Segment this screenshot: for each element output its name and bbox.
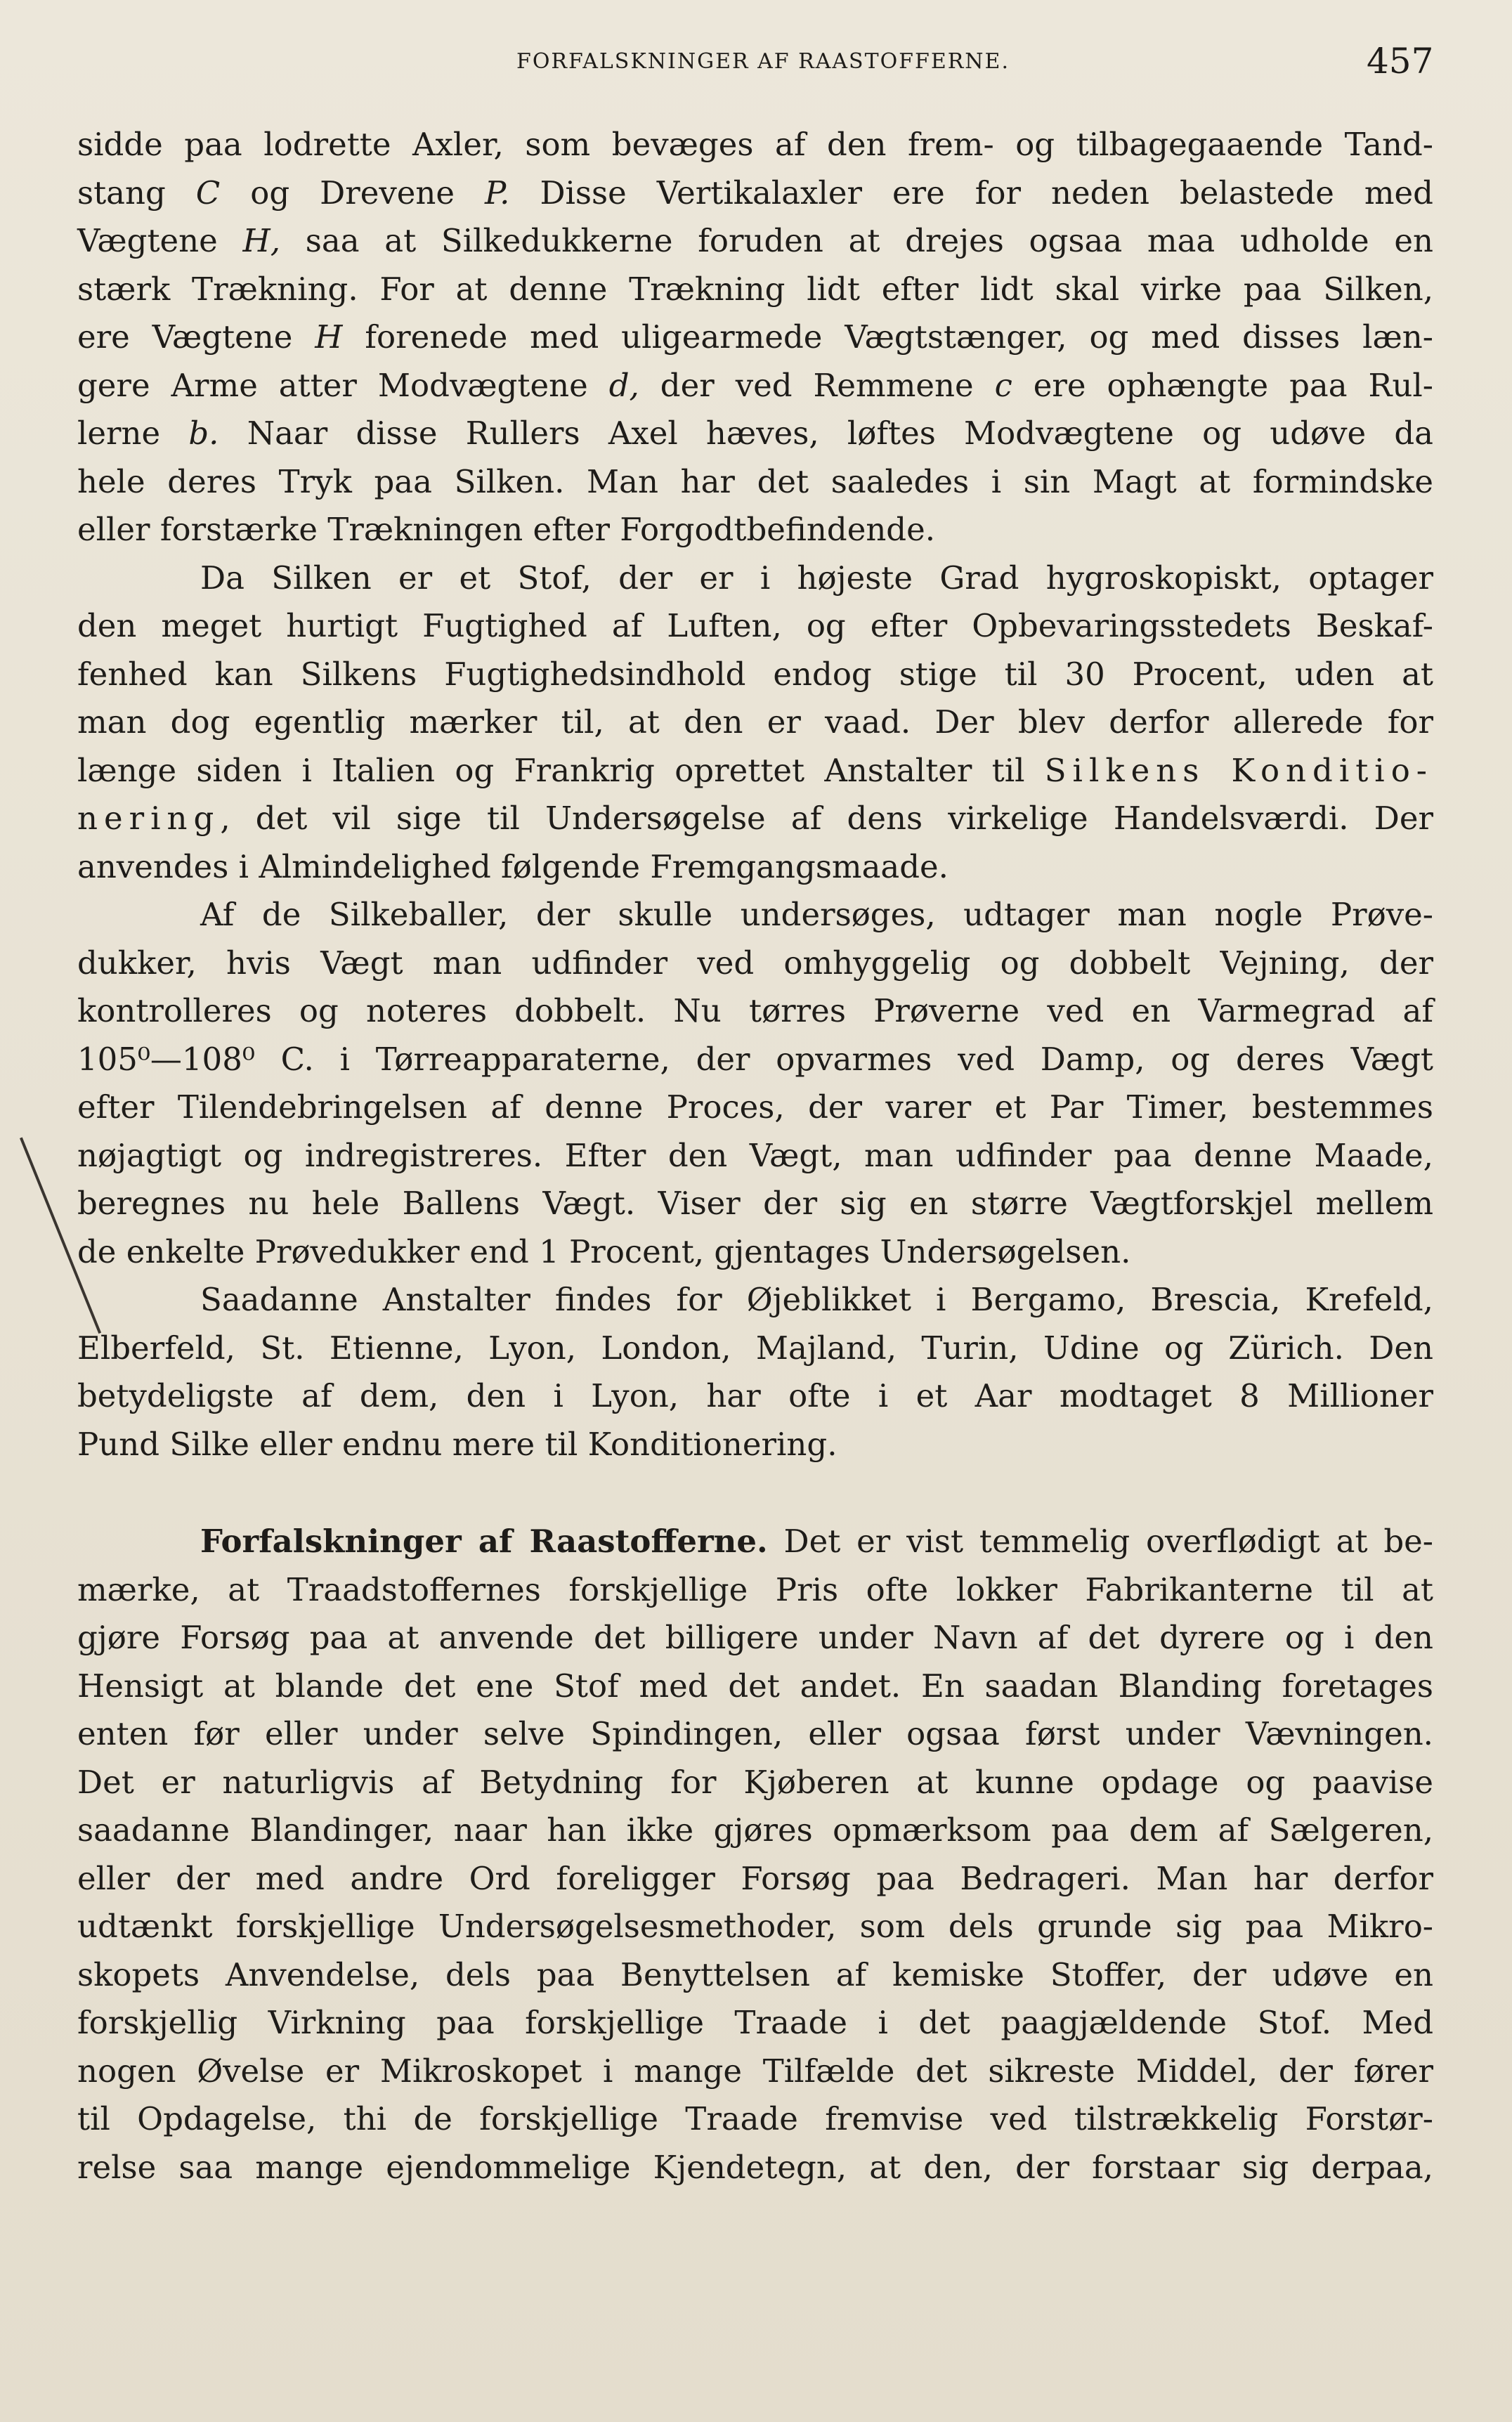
text-line: den meget hurtigt Fugtighed af Luften, og efter Opbevaringsstedets Beskaf- (77, 607, 1433, 644)
paragraph-4 (77, 1276, 1433, 1469)
text-line: lerne b. Naar disse Rullers Axel hæves, løftes Modvægtene og udøve da (77, 415, 1434, 452)
text-line: gere Arme atter Modvægtene d, der ved Remmene c ere ophængte paa Rul- (77, 366, 1433, 404)
text-line: betydeligste af dem, den i Lyon, har ofte i et Aar modtaget 8 Millioner (77, 1377, 1433, 1414)
text-line: Det er naturligvis af Betydning for Kjøberen at kunne opdage og paavise (77, 1763, 1433, 1801)
text-line: gjøre Forsøg paa at anvende det billigere under Navn af det dyrere og i den (77, 1619, 1433, 1656)
section-heading: Forfalskninger af Raastofferne. (200, 1523, 768, 1560)
paragraph-1 (77, 121, 1433, 554)
text-line: hele deres Tryk paa Silken. Man har det saaledes i sin Magt at formindske (77, 462, 1433, 500)
text-line: forskjellig Virkning paa forskjellige Traade i det paagjældende Stof. Med (77, 2004, 1433, 2041)
text-line: eller der med andre Ord foreligger Forsøg paa Bedrageri. Man har derfor (77, 1859, 1433, 1897)
section-gap (77, 1469, 1433, 1518)
text-line: nøjagtigt og indregistreres. Efter den Vægt, man udfinder paa denne Maade, (77, 1136, 1433, 1174)
text-line: relse saa mange ejendommelige Kjendetegn, at den, der forstaar sig derpaa, (77, 2148, 1433, 2186)
text-line: anvendes i Almindelighed følgende Fremgangsmaade. (77, 847, 949, 885)
paragraph-2 (77, 554, 1433, 892)
text-line: stang C og Drevene P. Disse Vertikalaxler ere for neden belastede med (77, 174, 1433, 211)
text-line: ere Vægtene H forenede med uligearmede Vægtstænger, og med disses læn- (77, 318, 1433, 356)
text-line: Elberfeld, St. Etienne, Lyon, London, Majland, Turin, Udine og Zürich. Den (77, 1329, 1433, 1367)
text-line: beregnes nu hele Ballens Vægt. Viser der sig en større Vægtforskjel mellem (77, 1185, 1433, 1222)
paragraph-3 (77, 891, 1433, 1276)
text-line: sidde paa lodrette Axler, som bevæges af den frem- og tilbagegaaende Tand- (77, 126, 1433, 163)
text-line: længe siden i Italien og Frankrig oprettet Anstalter til Silkens Konditio- (77, 751, 1433, 789)
text-line: de enkelte Prøvedukker end 1 Procent, gjentages Undersøgelsen. (77, 1232, 1131, 1270)
text-line: 105⁰—108⁰ C. i Tørreapparaterne, der opvarmes ved Damp, og deres Vægt (77, 1040, 1433, 1078)
text-line: Af de Silkeballer, der skulle undersøges, udtager man nogle Prøve- (200, 896, 1433, 933)
text-line: fenhed kan Silkens Fugtighedsindhold endog stige til 30 Procent, uden at (77, 655, 1433, 693)
running-title: FORFALSKNINGER AF RAASTOFFERNE. (516, 49, 1010, 74)
text-line: nogen Øvelse er Mikroskopet i mange Tilfælde det sikreste Middel, der fører (77, 2052, 1433, 2090)
page-number: 457 (1367, 41, 1434, 82)
text-line: Saadanne Anstalter findes for Øjeblikket i Bergamo, Brescia, Krefeld, (200, 1281, 1433, 1318)
text-line: Da Silken er et Stof, der er i højeste Grad hygroskopiskt, optager (200, 559, 1433, 597)
text-line: til Opdagelse, thi de forskjellige Traade fremvise ved tilstrækkelig Forstør- (77, 2100, 1433, 2137)
text-line: man dog egentlig mærker til, at den er vaad. Der blev derfor allerede for (77, 703, 1433, 741)
text-line: efter Tilendebringelsen af denne Proces, der varer et Par Timer, bestemmes (77, 1088, 1433, 1126)
text-line: Vægtene H, saa at Silkedukkerne foruden at drejes ogsaa maa udholde en (77, 222, 1433, 259)
text-line: nering, det vil sige til Undersøgelse af dens virkelige Handelsværdi. Der (77, 800, 1433, 837)
paragraph-5 (77, 1518, 1433, 2192)
text-line: dukker, hvis Vægt man udfinder ved omhyggelig og dobbelt Vejning, der (77, 944, 1433, 982)
text-line: kontrolleres og noteres dobbelt. Nu tørres Prøverne ved en Varmegrad af (77, 992, 1433, 1029)
running-head (0, 41, 1512, 83)
text-line: eller forstærke Trækningen efter Forgodtbefindende. (77, 511, 936, 548)
text-line: Forfalskninger af Raastofferne. Det er vist temmelig overflødigt at be- (200, 1523, 1433, 1560)
text-line: Hensigt at blande det ene Stof med det andet. En saadan Blanding foretages (77, 1667, 1433, 1705)
text-line: saadanne Blandinger, naar han ikke gjøres opmærksom paa dem af Sælgeren, (77, 1811, 1433, 1849)
text-line: Pund Silke eller endnu mere til Konditionering. (77, 1425, 838, 1463)
text-line: enten før eller under selve Spindingen, eller ogsaa først under Vævningen. (77, 1715, 1433, 1752)
text-line: udtænkt forskjellige Undersøgelsesmethoder, som dels grunde sig paa Mikro- (77, 1908, 1433, 1945)
text-line: skopets Anvendelse, dels paa Benyttelsen af kemiske Stoffer, der udøve en (77, 1955, 1433, 1993)
text-line: stærk Trækning. For at denne Trækning lidt efter lidt skal virke paa Silken, (77, 270, 1433, 308)
text-line: mærke, at Traadstoffernes forskjellige Pris ofte lokker Fabrikanterne til at (77, 1570, 1433, 1608)
body-text (77, 121, 1433, 2192)
